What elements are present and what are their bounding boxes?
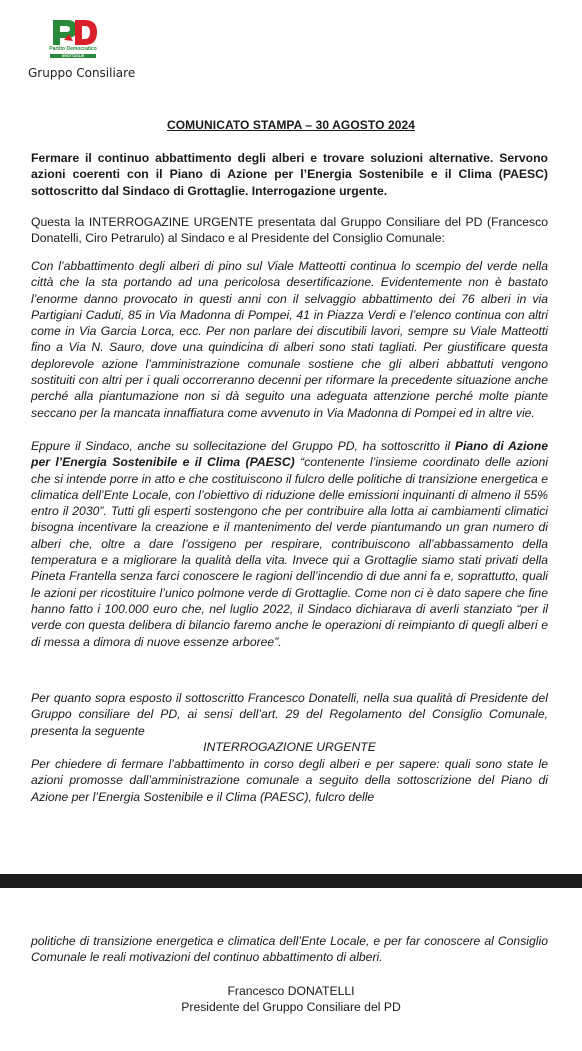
interrogation-heading: INTERROGAZIONE URGENTE [203, 740, 376, 754]
signature-role: Presidente del Gruppo Consiliare del PD [181, 1000, 401, 1014]
logo-party-text: Partito Democratico [49, 46, 97, 52]
body-paragraph-3: Per quanto sopra esposto il sottoscritto Francesco Donatelli, nella sua qualità di Presidente del Gruppo consiliare del PD, ai sensi dell’art. 29 del Regolamento del Consiglio Comunale, presenta la seguente [31, 691, 548, 738]
logo-city-badge: GROTTAGLIE [50, 54, 96, 58]
body-paragraph-2 [31, 438, 548, 650]
request-paragraph: Per chiedere di fermare l’abbattimento in corso degli alberi e per sapere: quali sono state le azioni promosse dall’amministrazione comunale a seguito della sottoscrizione del Piano di Azione per l’Energia Sostenibile e il Clima (PAESC), fulcro delle [31, 757, 548, 804]
subject-paragraph: Fermare il continuo abbattimento degli alberi e trovare soluzioni alternative. Servono azioni coerenti con il Piano di Azione per l’Energia Sostenibile e il Clima (PAESC) sottoscritto dal Sindaco di Grottaglie. Interrogazione urgente. [31, 151, 548, 198]
signature-name: Francesco DONATELLI [227, 984, 355, 998]
intro-paragraph: Questa la INTERROGAZINE URGENTE presentata dal Gruppo Consiliare del PD (Francesco Donatelli, Ciro Petrarulo) al Sindaco e al Presidente del Consiglio Comunale: [31, 215, 548, 246]
paesc-body-text: “contenente l’insieme coordinato delle azioni che si intende porre in atto e che costituiscono il fulcro delle politiche di transizione energetica e climatica dell’Ente Locale, con l’obiettivo di riduzione delle emissioni inquinanti di almeno il 55% entro il 2030”. Tutti gli esperti sostengono che per contribuire alla lotta ai cambiamenti climatici bisogna incentivare la creazione e il mantenimento del verde piantumando un gran numero di alberi che, oltre a dare l’ossigeno per respirare, contribuiscono all’abbassamento della temperatura e a migliorare la qualità della vita. Invece qui a Grottaglie siamo stati privati della Pineta Frantella senza farci conoscere le ragioni dell’incendio di due anni fa e, soprattutto, quali le azioni per ricostituire l’unico polmone verde di Grottaglie. Come non ci è dato sapere che fine hanno fatto i 100.000 euro che, nel luglio 2022, il Sindaco dichiarava di averli stanziato “per il verde con questa delibera di bilancio faremo anche le operazioni di reimpianto di quegli alberi e di messa a dimora di nuove essenze arboree”. [31, 455, 548, 649]
press-release-title: COMUNICATO STAMPA – 30 AGOSTO 2024 [166, 118, 416, 132]
body-paragraph-1: Con l’abbattimento degli alberi di pino sul Viale Matteotti continua lo scempio del verde nella città che la sta portando ad una pericolosa desertificazione. Evidentemente non è bastato l’enorme danno provocato in questi anni con il selvaggio abbattimento dei 76 alberi in via Partigiani Caduti, 85 in Via Madonna di Pompei, 41 in Piazza Verdi e l’elenco continua con altri come in Via Garcia Lorca, ecc. Per non parlare dei discutibili lavori, sempre su Viale Matteotti fino a Via N. Sauro, dove una quindicina di alberi sono stati tagliati. Per giustificare questa deplorevole azione l’amministrazione comunale sostiene che gli alberi abbattuti vengono sostituiti con altri per i quali occorreranno decenni per riformare la precedente situazione anche perché alla piantumazione non si dà seguito una adeguata attenzione perché molte piante seccano per la mancata innaffiatura come avvenuto in Via Madonna di Pompei ed in altre vie. [31, 259, 548, 420]
continuation-paragraph: politiche di transizione energetica e climatica dell’Ente Locale, e per far conoscere al Consiglio Comunale le reali motivazioni del continuo abbattimento di alberi. [31, 934, 548, 965]
paesc-intro-text: Eppure il Sindaco, anche su sollecitazione del Gruppo PD, ha sottoscritto il [31, 439, 455, 453]
page-break-bar [0, 874, 582, 888]
paesc-name-bold: Piano di Azione per l’Energia Sostenibile e il Clima (PAESC) [31, 439, 548, 470]
group-name: Gruppo Consiliare [28, 66, 136, 80]
